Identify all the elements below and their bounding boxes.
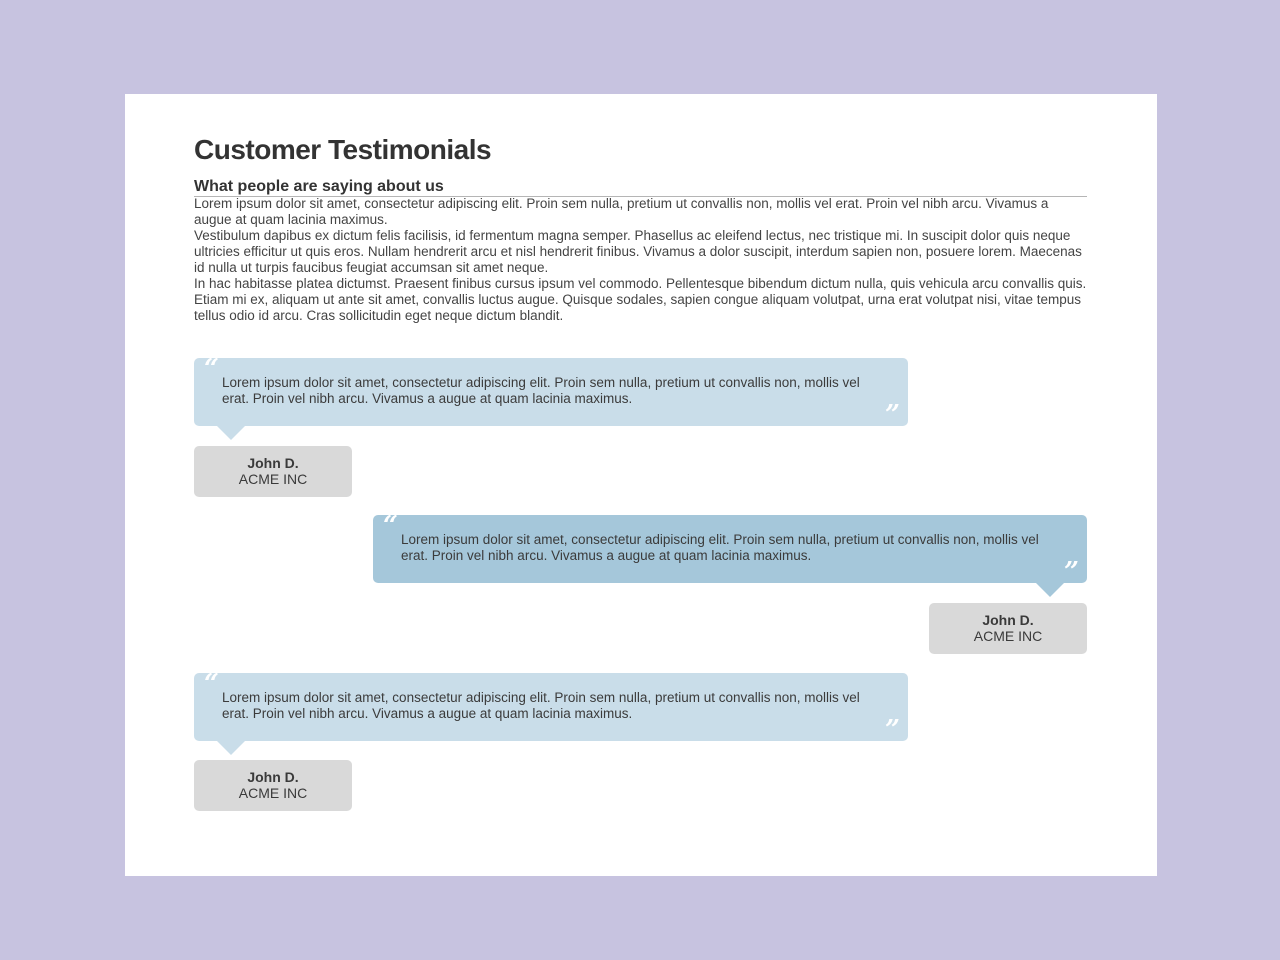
- page-title: Customer Testimonials: [194, 134, 492, 165]
- intro-paragraph: In hac habitasse platea dictumst. Praesent finibus cursus ipsum vel commodo. Pellentesque bibendum dictum nulla, quis vehicula arcu convallis quis. Etiam mi ex, aliquam ut ante sit amet, convallis luctus augue. Quisque sodales, sapien congue aliquam volutpat, urna erat volutpat nisi, vitae tempus tellus odio id arcu. Cras sollicitudin eget neque dictum blandit.: [194, 276, 1087, 323]
- author-company: ACME INC: [973, 628, 1043, 644]
- close-quote-icon: ”: [885, 400, 900, 430]
- testimonial-bubble: [373, 511, 1087, 587]
- intro-text: [194, 196, 1087, 324]
- open-quote-icon: “: [204, 669, 219, 699]
- author-name: John D.: [247, 455, 299, 471]
- author-name: John D.: [982, 612, 1034, 628]
- testimonials-card: [125, 94, 1157, 876]
- author-box: [194, 446, 352, 497]
- author-company: ACME INC: [238, 471, 308, 487]
- bubble-tail: [1036, 583, 1064, 597]
- intro-paragraph: Lorem ipsum dolor sit amet, consectetur adipiscing elit. Proin sem nulla, pretium ut convallis non, mollis vel erat. Proin vel nibh arcu. Vivamus a augue at quam lacinia maximus.: [194, 196, 1049, 227]
- intro-paragraph: Vestibulum dapibus ex dictum felis facilisis, id fermentum magna semper. Phasellus ac eleifend lectus, nec tristique mi. In suscipit dolor quis neque ultricies efficitur ut quis eros. Nullam hendrerit arcu et nisl hendrerit finibus. Vivamus a dolor suscipit, interdum sapien non, posuere lorem. Maecenas id nulla ut turpis faucibus feugiat accumsan sit amet neque.: [194, 228, 1082, 275]
- section-subtitle: What people are saying about us: [194, 177, 1087, 197]
- author-company: ACME INC: [238, 785, 308, 801]
- close-quote-icon: ”: [1064, 557, 1079, 587]
- close-quote-icon: ”: [885, 715, 900, 745]
- bubble-tail: [217, 741, 245, 755]
- author-box: [194, 760, 352, 811]
- open-quote-icon: “: [204, 354, 219, 384]
- author-box: [929, 603, 1087, 654]
- open-quote-icon: “: [383, 511, 398, 541]
- bubble-tail: [217, 426, 245, 440]
- testimonial-text: Lorem ipsum dolor sit amet, consectetur adipiscing elit. Proin sem nulla, pretium ut convallis non, mollis vel erat. Proin vel nibh arcu. Vivamus a augue at quam lacinia maximus.: [222, 690, 860, 721]
- testimonial-bubble: [194, 669, 908, 745]
- testimonial-text: Lorem ipsum dolor sit amet, consectetur adipiscing elit. Proin sem nulla, pretium ut convallis non, mollis vel erat. Proin vel nibh arcu. Vivamus a augue at quam lacinia maximus.: [222, 375, 860, 406]
- testimonial-text: Lorem ipsum dolor sit amet, consectetur adipiscing elit. Proin sem nulla, pretium ut convallis non, mollis vel erat. Proin vel nibh arcu. Vivamus a augue at quam lacinia maximus.: [401, 532, 1039, 563]
- testimonial-bubble: [194, 354, 908, 430]
- author-name: John D.: [247, 769, 299, 785]
